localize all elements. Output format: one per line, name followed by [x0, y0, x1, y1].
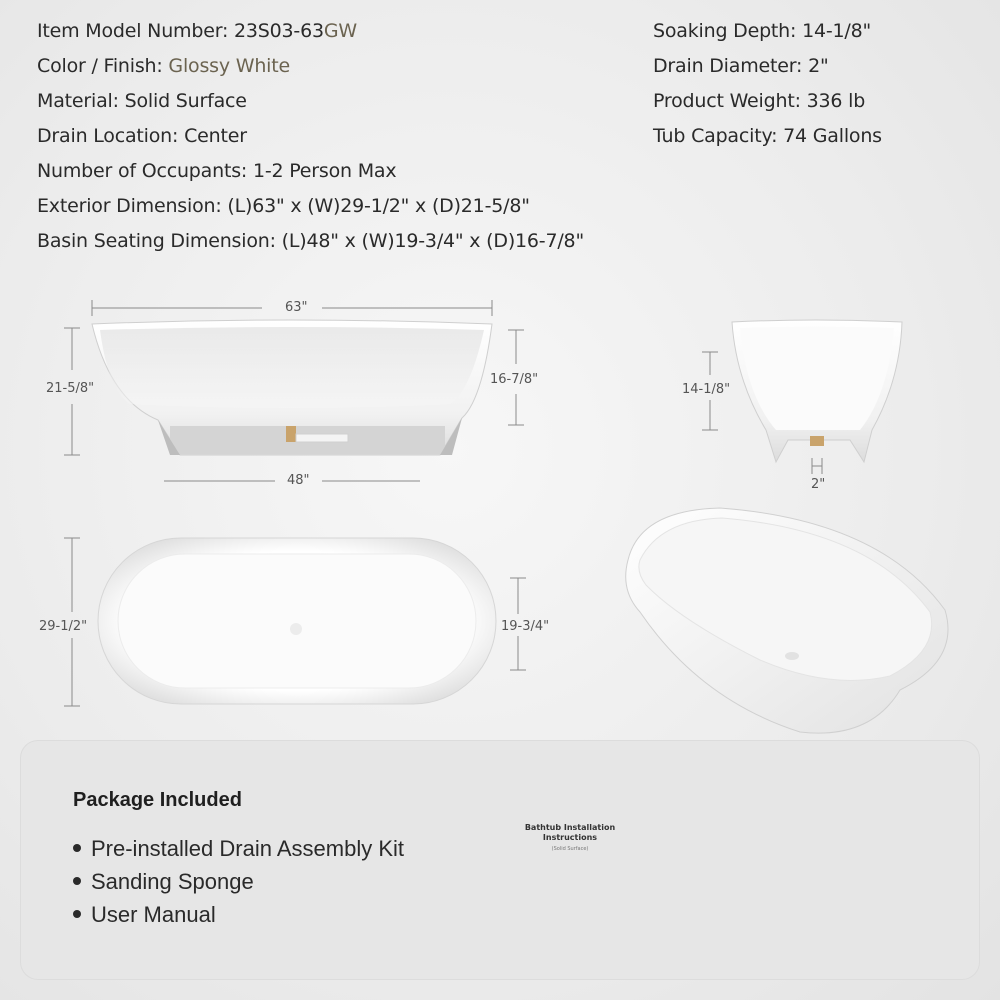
bullet-icon [73, 910, 81, 918]
package-item [73, 902, 216, 928]
spec-label: Color / Finish: [37, 55, 163, 77]
tub-side-view [92, 320, 492, 455]
manual-cover-title: Bathtub Installation Instructions [524, 823, 616, 842]
spec-label: Tub Capacity: [653, 125, 778, 147]
spec-label: Soaking Depth: [653, 20, 797, 42]
spec-value: (L)48" x (W)19-3/4" x (D)16-7/8" [281, 230, 584, 252]
spec-label: Drain Location: [37, 125, 179, 147]
dim-height-label: 21-5/8" [46, 381, 95, 396]
spec-label: Item Model Number: [37, 20, 229, 42]
dim-basin-depth-label: 16-7/8" [490, 372, 539, 387]
package-item-label: Pre-installed Drain Assembly Kit [91, 836, 405, 861]
dim-basin-width-label: 19-3/4" [501, 619, 550, 634]
package-item-label: User Manual [91, 902, 216, 927]
spec-value: Center [184, 125, 247, 147]
spec-label: Number of Occupants: [37, 160, 248, 182]
package-item-label: Sanding Sponge [91, 869, 254, 894]
spec-label: Material: [37, 90, 119, 112]
spec-label: Basin Seating Dimension: [37, 230, 276, 252]
manual-cover-subtitle: (Solid Surface) [551, 846, 589, 852]
spec-value: 74 Gallons [783, 125, 882, 147]
spec-value-accent: GW [323, 20, 357, 42]
spec-value: 2" [808, 55, 829, 77]
dim-width-label: 29-1/2" [39, 619, 88, 634]
spec-value: (L)63" x (W)29-1/2" x (D)21-5/8" [227, 195, 530, 217]
spec-value-accent: Glossy White [168, 55, 290, 77]
spec-value: 1-2 Person Max [252, 160, 397, 182]
dim-soaking-depth-label: 14-1/8" [682, 382, 731, 397]
spec-label: Product Weight: [653, 90, 801, 112]
spec-value: 23S03-63 [234, 20, 324, 42]
bullet-icon [73, 844, 81, 852]
dim-drain-label: 2" [811, 477, 826, 492]
bullet-icon [73, 877, 81, 885]
package-item [73, 836, 404, 862]
package-item [73, 869, 254, 895]
package-title: Package Included [73, 789, 242, 811]
spec-value: 336 lb [806, 90, 866, 112]
spec-value: 14-1/8" [802, 20, 872, 42]
spec-value: Solid Surface [124, 90, 247, 112]
spec-label: Drain Diameter: [653, 55, 803, 77]
dim-basin-length-label: 48" [287, 473, 310, 488]
tub-perspective-view [626, 508, 948, 733]
spec-label: Exterior Dimension: [37, 195, 222, 217]
tub-top-view [98, 538, 496, 704]
dim-length-label: 63" [285, 300, 308, 315]
tub-end-view [732, 320, 902, 462]
